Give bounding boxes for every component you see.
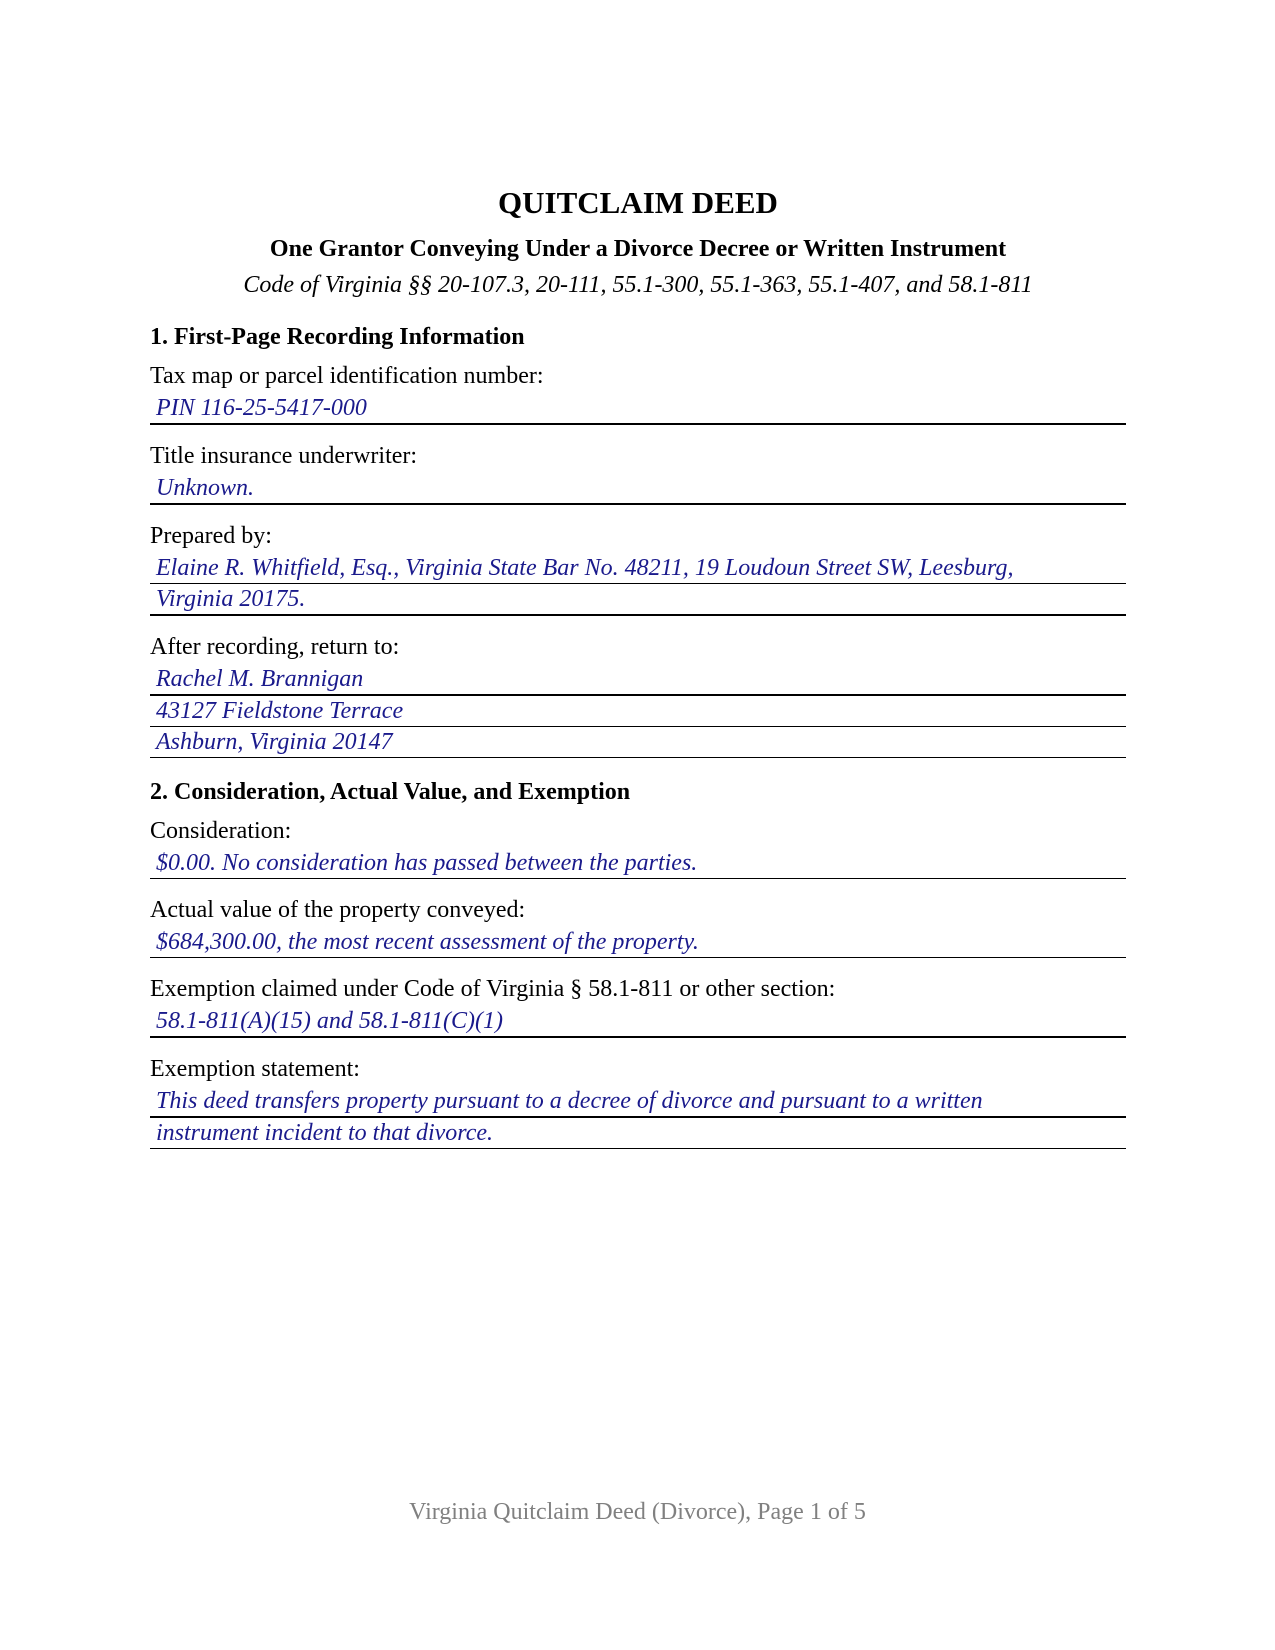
- consideration-label: Consideration:: [150, 818, 292, 844]
- return-to-street-field[interactable]: 43127 Fieldstone Terrace: [150, 696, 1126, 727]
- tax-map-label: Tax map or parcel identification number:: [150, 363, 544, 389]
- prepared-by-label: Prepared by:: [150, 523, 272, 549]
- exemption-statement-label: Exemption statement:: [150, 1056, 360, 1082]
- prepared-by-field-line-2[interactable]: Virginia 20175.: [150, 584, 1126, 616]
- prepared-by-field-line-1[interactable]: Elaine R. Whitfield, Esq., Virginia State Bar No. 48211, 19 Loudoun Street SW, Leesburg,: [150, 553, 1126, 584]
- exemption-statement-field-line-1[interactable]: This deed transfers property pursuant to a decree of divorce and pursuant to a written: [150, 1086, 1126, 1118]
- exemption-label: Exemption claimed under Code of Virginia § 58.1-811 or other section:: [150, 976, 836, 1002]
- document-subtitle: One Grantor Conveying Under a Divorce Decree or Written Instrument: [269, 236, 1007, 262]
- document-content: [150, 183, 1126, 1149]
- exemption-statement-field-line-2[interactable]: instrument incident to that divorce.: [150, 1118, 1126, 1149]
- section-1-heading: 1. First-Page Recording Information: [150, 324, 525, 350]
- underwriter-label: Title insurance underwriter:: [150, 443, 418, 469]
- consideration-field[interactable]: $0.00. No consideration has passed between the parties.: [150, 848, 1126, 879]
- exemption-field[interactable]: 58.1-811(A)(15) and 58.1-811(C)(1): [150, 1006, 1126, 1038]
- document-title: QUITCLAIM DEED: [498, 185, 778, 220]
- return-to-city-field[interactable]: Ashburn, Virginia 20147: [150, 727, 1126, 758]
- statute-citation: Code of Virginia §§ 20-107.3, 20-111, 55.1-300, 55.1-363, 55.1-407, and 58.1-811: [243, 272, 1033, 298]
- section-2-heading: 2. Consideration, Actual Value, and Exemption: [150, 779, 631, 805]
- actual-value-field[interactable]: $684,300.00, the most recent assessment of the property.: [150, 927, 1126, 958]
- tax-map-field[interactable]: PIN 116-25-5417-000: [150, 393, 1126, 425]
- underwriter-field[interactable]: Unknown.: [150, 473, 1126, 505]
- return-to-label: After recording, return to:: [150, 634, 400, 660]
- actual-value-label: Actual value of the property conveyed:: [150, 897, 526, 923]
- page-footer: Virginia Quitclaim Deed (Divorce), Page 1 of 5: [409, 1499, 866, 1525]
- return-to-name-field[interactable]: Rachel M. Brannigan: [150, 664, 1126, 696]
